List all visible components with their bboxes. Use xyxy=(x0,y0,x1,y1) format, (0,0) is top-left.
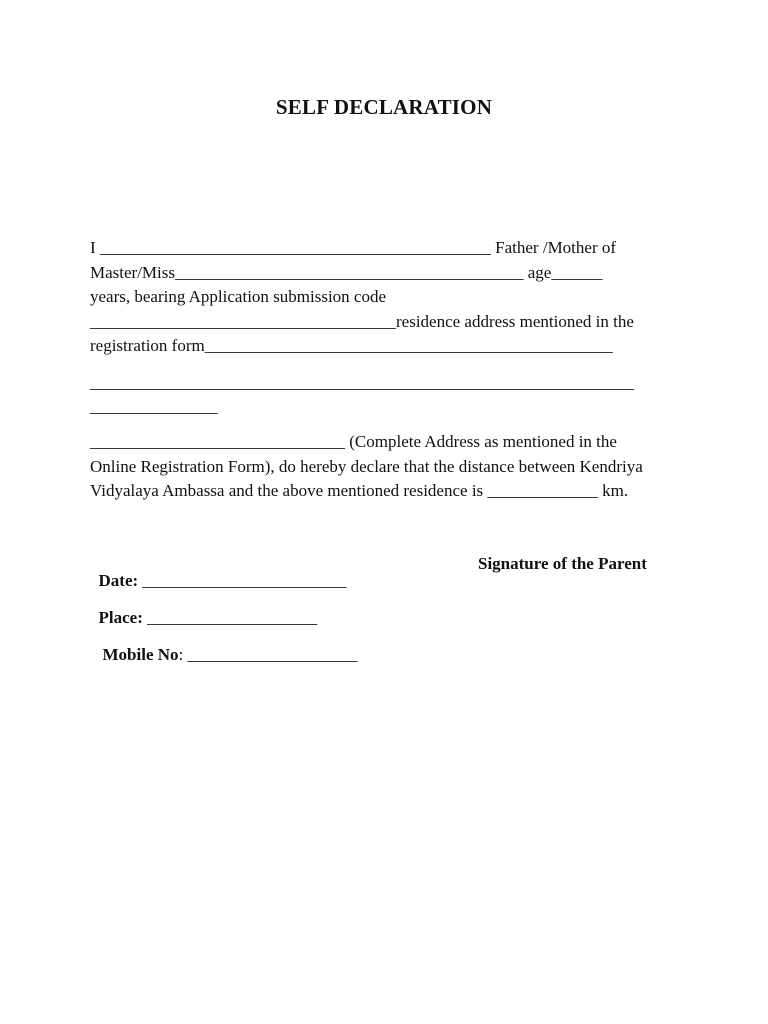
place-label: Place: xyxy=(98,608,143,627)
address-line-3: Vidyalaya Ambassa and the above mentioned residence is _____________ km. xyxy=(90,481,629,500)
address-line-2: Online Registration Form), do hereby declare that the distance between Kendriya xyxy=(90,457,643,476)
declaration-line-5: registration form________________________________________________ xyxy=(90,336,613,355)
declaration-line-1: I ______________________________________________ Father /Mother of xyxy=(90,238,617,257)
address-line-1: ______________________________ (Complete Address as mentioned in the xyxy=(90,432,617,451)
date-label: Date: xyxy=(98,571,139,590)
page-title: SELF DECLARATION xyxy=(275,95,493,119)
declaration-line-3: years, bearing Application submission code xyxy=(90,287,387,306)
mobile-label: Mobile No xyxy=(102,645,179,664)
signature-label: Signature of the Parent xyxy=(478,554,647,573)
address-blank-line-1: ________________________________________________________________ xyxy=(90,373,634,392)
place-blank: ____________________ xyxy=(142,608,318,627)
declaration-line-4: ____________________________________residence address mentioned in the xyxy=(90,312,634,331)
address-blank-line-2: _______________ xyxy=(90,397,218,416)
place-row xyxy=(90,592,317,626)
declaration-line-2: Master/Miss_________________________________________ age______ xyxy=(90,263,603,282)
date-blank: ________________________ xyxy=(138,571,347,590)
mobile-row xyxy=(94,629,358,663)
mobile-blank: : ____________________ xyxy=(178,645,358,664)
date-row xyxy=(90,555,346,589)
